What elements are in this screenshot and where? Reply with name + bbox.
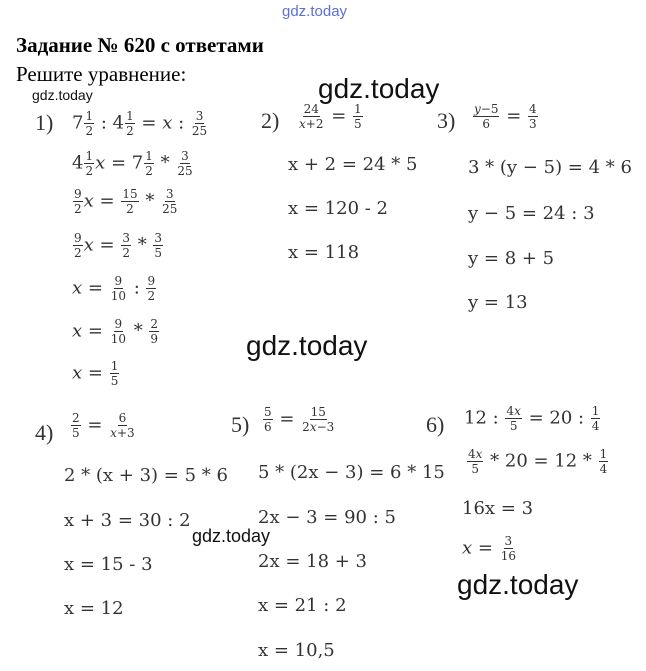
task-subtitle: Решите уравнение: <box>16 62 187 86</box>
equation-line: y = 8 + 5 <box>468 248 555 269</box>
equation-line: $\frac{5}{6}$ = $\frac{15}{2x-3}$ <box>264 405 335 434</box>
watermark-medium: gdz.today <box>192 526 271 546</box>
watermark-large: gdz.today <box>246 330 368 361</box>
equation-line: $\frac{4x}{5}$ * 20 = 12 * $\frac{1}{4}$ <box>468 447 608 476</box>
equation-line: 12 : $\frac{4x}{5}$ = 20 : $\frac{1}{4}$ <box>464 404 600 433</box>
equation-line: x = $\frac{9}{10}$ : $\frac{9}{2}$ <box>72 274 156 303</box>
equation-line: $\frac{9}{2}$ x = $\frac{3}{2}$ * $\frac{3}{5}$ <box>74 231 163 260</box>
watermark-large: gdz.today <box>457 569 579 600</box>
equation-line: 2 * (x + 3) = 5 * 6 <box>64 465 228 486</box>
problem-number: 5) <box>231 412 250 437</box>
equation-line: x + 2 = 24 * 5 <box>288 154 418 175</box>
problem-number: 1) <box>35 110 54 135</box>
equation-line: 4 $\frac{1}{2}$ x = 7 $\frac{1}{2}$ * $\frac{3}{25}$ <box>72 149 193 178</box>
watermark-top: gdz.today <box>282 3 348 20</box>
equation-line: 2x − 3 = 90 : 5 <box>258 507 396 528</box>
equation-line: x = 120 - 2 <box>288 198 389 219</box>
equation-line: y − 5 = 24 : 3 <box>468 203 595 224</box>
equation-line: $\frac{24}{x+2}$ = $\frac{1}{5}$ <box>299 102 362 131</box>
equation-line: x = $\frac{3}{16}$ <box>462 534 516 563</box>
problem-number: 2) <box>261 108 280 133</box>
equation-line: x = 15 - 3 <box>64 554 153 575</box>
equation-line: 16x = 3 <box>462 498 534 519</box>
equation-line: 3 * (y − 5) = 4 * 6 <box>468 157 632 178</box>
watermark-small: gdz.today <box>32 87 93 103</box>
equation-line: $\frac{9}{2}$ x = $\frac{15}{2}$ * $\frac{3}{25}$ <box>74 187 178 216</box>
equation-line: x + 3 = 30 : 2 <box>64 510 191 531</box>
equation-line: 7 $\frac{1}{2}$ : 4 $\frac{1}{2}$ = x : $\frac{3}{25}$ <box>72 109 208 138</box>
equation-line: 5 * (2x − 3) = 6 * 15 <box>258 462 445 483</box>
equation-line: 2x = 18 + 3 <box>258 551 368 572</box>
problem-number: 6) <box>426 412 445 437</box>
equation-line: y = 13 <box>468 292 528 313</box>
equation-line: x = 118 <box>288 242 360 263</box>
watermark-large: gdz.today <box>318 73 440 104</box>
equation-line: $\frac{y-5}{6}$ = $\frac{4}{3}$ <box>474 102 537 131</box>
problem-number: 3) <box>437 108 456 133</box>
equation-line: x = 10,5 <box>258 640 335 661</box>
equation-line: $\frac{2}{5}$ = $\frac{6}{x+3}$ <box>72 411 135 440</box>
equation-line: x = 21 : 2 <box>258 595 347 616</box>
equation-line: x = 12 <box>64 598 124 619</box>
problem-number: 4) <box>35 420 54 445</box>
task-title: Задание № 620 с ответами <box>16 33 264 57</box>
equation-line: x = $\frac{9}{10}$ * $\frac{2}{9}$ <box>72 317 159 346</box>
equation-line: x = $\frac{1}{5}$ <box>72 359 119 388</box>
